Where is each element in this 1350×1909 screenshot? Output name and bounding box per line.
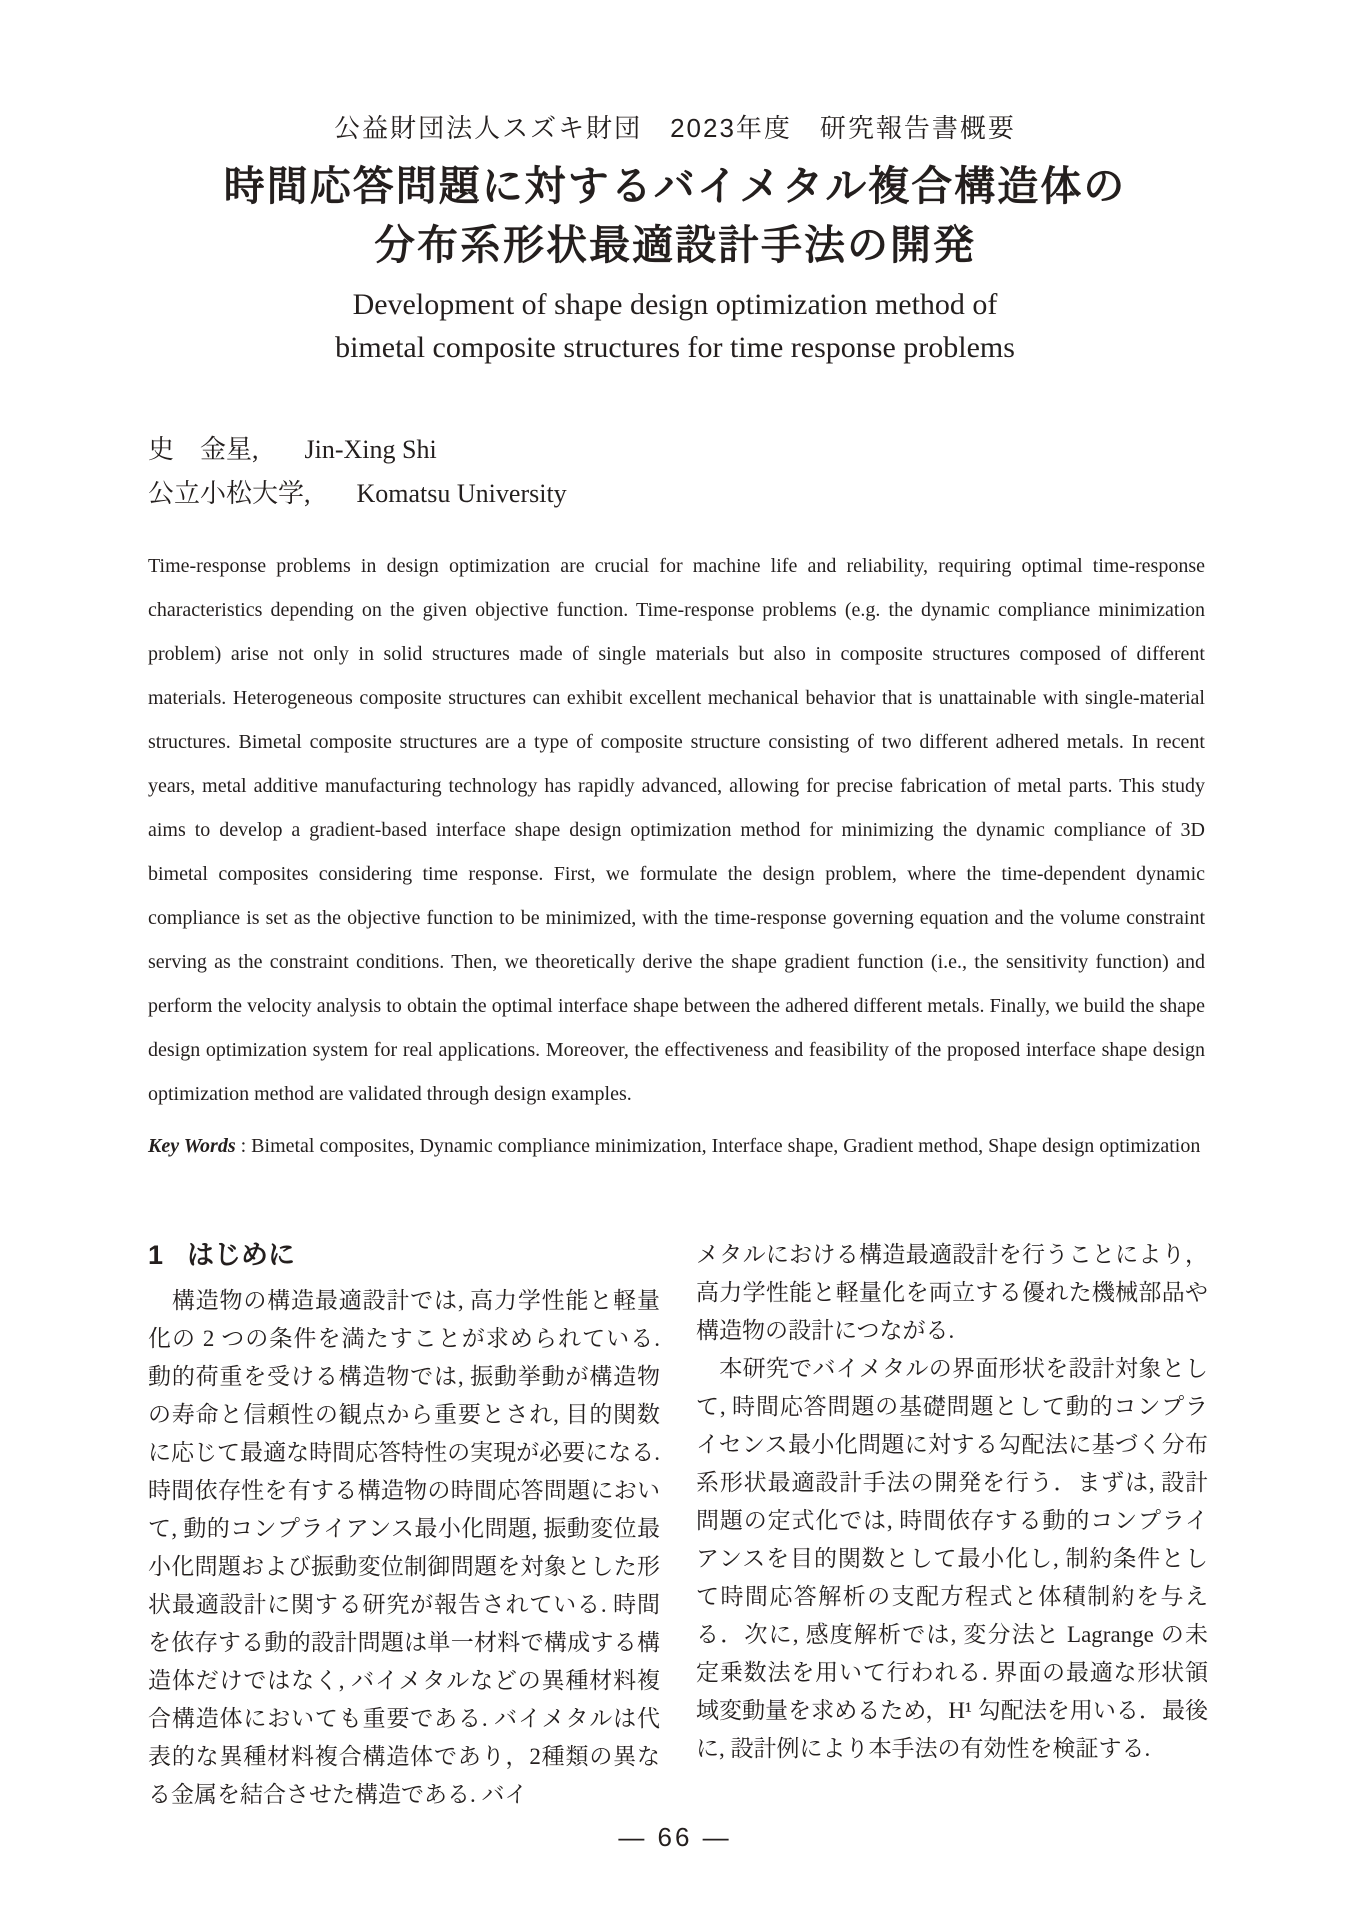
keywords-label: Key Words	[148, 1135, 236, 1157]
section-1-heading	[148, 1236, 660, 1274]
affiliation-japanese: 公立小松大学,	[148, 479, 311, 508]
right-column-paragraph-2: 本研究でバイメタルの界面形状を設計対象として, 時間応答問題の基礎問題として動的コンプライセンス最小化問題に対する勾配法に基づく分布系形状最適設計手法の開発を行う．まずは, 設計問題の定式化では, 時間依存する動的コンプライアンスを目的関数として最小化し, 制約条件として時間応答解析の支配方程式と体積制約を与える．次に, 感度解析では, 変分法と Lagrange の未定乗数法を用いて行われる. 界面の最適な形状領域変動量を求めるため，H¹ 勾配法を用いる．最後に, 設計例により本手法の有効性を検証する.	[696, 1356, 1209, 1761]
title-english	[0, 283, 1350, 369]
section-1-number: 1	[148, 1240, 164, 1270]
keywords-line	[148, 1124, 1205, 1168]
author-name-english: Jin-Xing Shi	[304, 435, 437, 464]
report-series-header: 公益財団法人スズキ財団 2023年度 研究報告書概要	[334, 113, 1016, 143]
keywords-text: Bimetal composites, Dynamic compliance minimization, Interface shape, Gradient method, Shape design optimization	[251, 1135, 1201, 1157]
section-1-introduction	[148, 1236, 1208, 1814]
abstract-paragraph: Time-response problems in design optimization are crucial for machine life and reliability, requiring optimal time-response characteristics depending on the given objective function. Time-response problems (e.g. the dynamic compliance minimization problem) arise not only in solid structures made of single materials but also in composite structures composed of different materials. Heterogeneous composite structures can exhibit excellent mechanical behavior that is unattainable with single-material structures. Bimetal composite structures are a type of composite structure consisting of two different adhered metals. In recent years, metal additive manufacturing technology has rapidly advanced, allowing for precise fabrication of metal parts. This study aims to develop a gradient-based interface shape design optimization method for minimizing the dynamic compliance of 3D bimetal composites considering time response. First, we formulate the design problem, where the time-dependent dynamic compliance is set as the objective function to be minimized, with the time-response governing equation and the volume constraint serving as the constraint conditions. Then, we theoretically derive the shape gradient function (i.e., the sensitivity function) and perform the velocity analysis to obtain the optimal interface shape between the adhered different metals. Finally, we build the shape design optimization system for real applications. Moreover, the effectiveness and feasibility of the proposed interface shape design optimization method are validated through design examples.	[148, 555, 1205, 1105]
page-number: — 66 —	[618, 1822, 732, 1852]
right-column	[696, 1236, 1208, 1814]
author-name-line	[148, 428, 567, 472]
author-block	[148, 428, 567, 516]
right-column-paragraph-1: メタルにおける構造最適設計を行うことにより，高力学性能と軽量化を両立する優れた機械部品や構造物の設計につながる.	[696, 1242, 1208, 1343]
author-affiliation-line	[148, 472, 567, 516]
title-english-line-1: Development of shape design optimization method of	[352, 288, 998, 321]
keywords-separator: :	[235, 1135, 252, 1157]
title-english-line-2: bimetal composite structures for time response problems	[335, 331, 1015, 364]
title-japanese-line-2: 分布系形状最適設計手法の開発	[374, 222, 976, 268]
section-1-title: はじめに	[187, 1240, 296, 1270]
left-column-paragraph: 構造物の構造最適設計では, 高力学性能と軽量化の 2 つの条件を満たすことが求められている. 動的荷重を受ける構造物では, 振動挙動が構造物の寿命と信頼性の観点から重要とされ, 目的関数に応じて最適な時間応答特性の実現が必要になる. 時間依存性を有する構造物の時間応答問題において, 動的コンプライアンス最小化問題, 振動変位最小化問題および振動変位制御問題を対象とした形状最適設計に関する研究が報告されている. 時間を依存する動的設計問題は単一材料で構成する構造体だけではなく, バイメタルなどの異種材料複合構造体においても重要である. バイメタルは代表的な異種材料複合構造体であり，2種類の異なる金属を結合させた構造である. バイ	[148, 1288, 660, 1807]
left-column	[148, 1236, 660, 1814]
affiliation-english: Komatsu University	[356, 479, 567, 508]
title-japanese	[0, 157, 1350, 275]
title-japanese-line-1: 時間応答問題に対するバイメタル複合構造体の	[223, 163, 1127, 209]
author-name-japanese: 史 金星,	[148, 435, 259, 464]
